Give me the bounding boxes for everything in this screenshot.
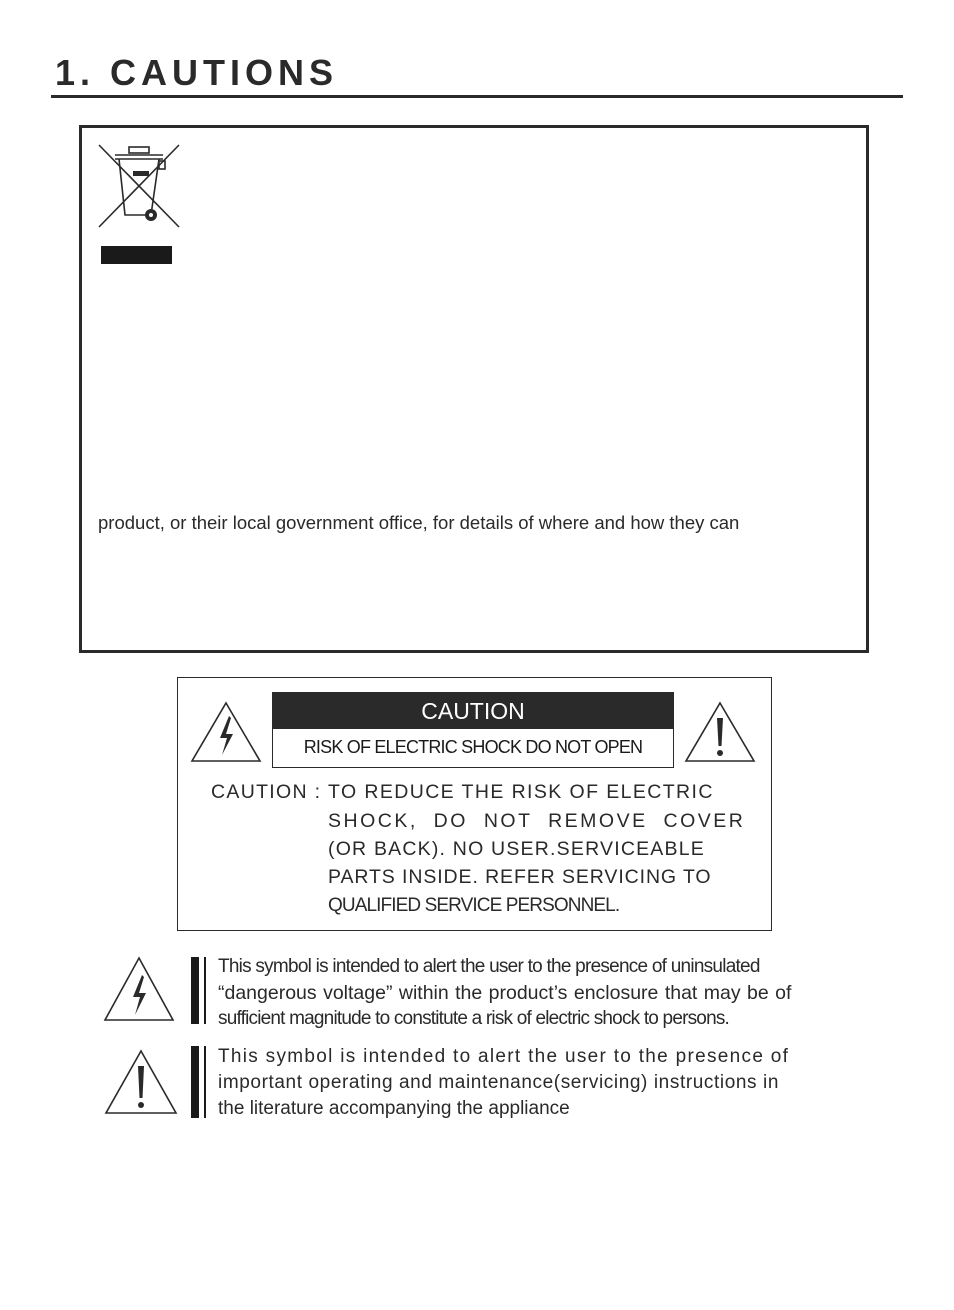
- crossed-out-wheelie-bin-icon: [97, 143, 181, 229]
- symbol-divider-line: [204, 957, 206, 1024]
- caution-line: SHOCK, DO NOT REMOVE COVER: [328, 810, 746, 832]
- caution-header: CAUTION: [272, 692, 674, 729]
- symbol-divider-line: [204, 1046, 206, 1118]
- caution-line: PARTS INSIDE. REFER SERVICING TO: [328, 866, 712, 888]
- caution-lead: CAUTION :: [211, 781, 322, 803]
- caution-line: (OR BACK). NO USER.SERVICEABLE: [328, 838, 705, 860]
- caution-subheader: RISK OF ELECTRIC SHOCK DO NOT OPEN: [303, 737, 643, 757]
- symbol-description-line: sufficient magnitude to constitute a risk of electric shock to persons.: [218, 1008, 730, 1029]
- exclamation-triangle-icon: [103, 1048, 179, 1116]
- symbol-description-line: This symbol is intended to alert the user to the presence of: [218, 1046, 790, 1067]
- weee-notice-text: product, or their local government office, for details of where and how they can: [98, 512, 740, 533]
- caution-line: TO REDUCE THE RISK OF ELECTRIC: [328, 781, 714, 803]
- symbol-description-line: This symbol is intended to alert the user to the presence of uninsulated: [218, 956, 760, 977]
- symbol-description-line: important operating and maintenance(servicing) instructions in: [218, 1072, 780, 1093]
- title-underline: [51, 95, 903, 98]
- page-title: 1. CAUTIONS: [55, 52, 339, 93]
- symbol-divider-bar: [191, 1046, 199, 1118]
- weee-black-bar: [101, 246, 172, 264]
- symbol-description-line: “dangerous voltage” within the product’s enclosure that may be of: [218, 982, 792, 1004]
- lightning-triangle-icon: [189, 700, 263, 764]
- lightning-triangle-icon: [103, 955, 175, 1023]
- symbol-divider-bar: [191, 957, 199, 1024]
- caution-line: QUALIFIED SERVICE PERSONNEL.: [328, 895, 620, 916]
- symbol-description-line: the literature accompanying the appliance: [218, 1098, 570, 1119]
- exclamation-triangle-icon: [683, 700, 757, 764]
- weee-notice-box: [79, 125, 869, 653]
